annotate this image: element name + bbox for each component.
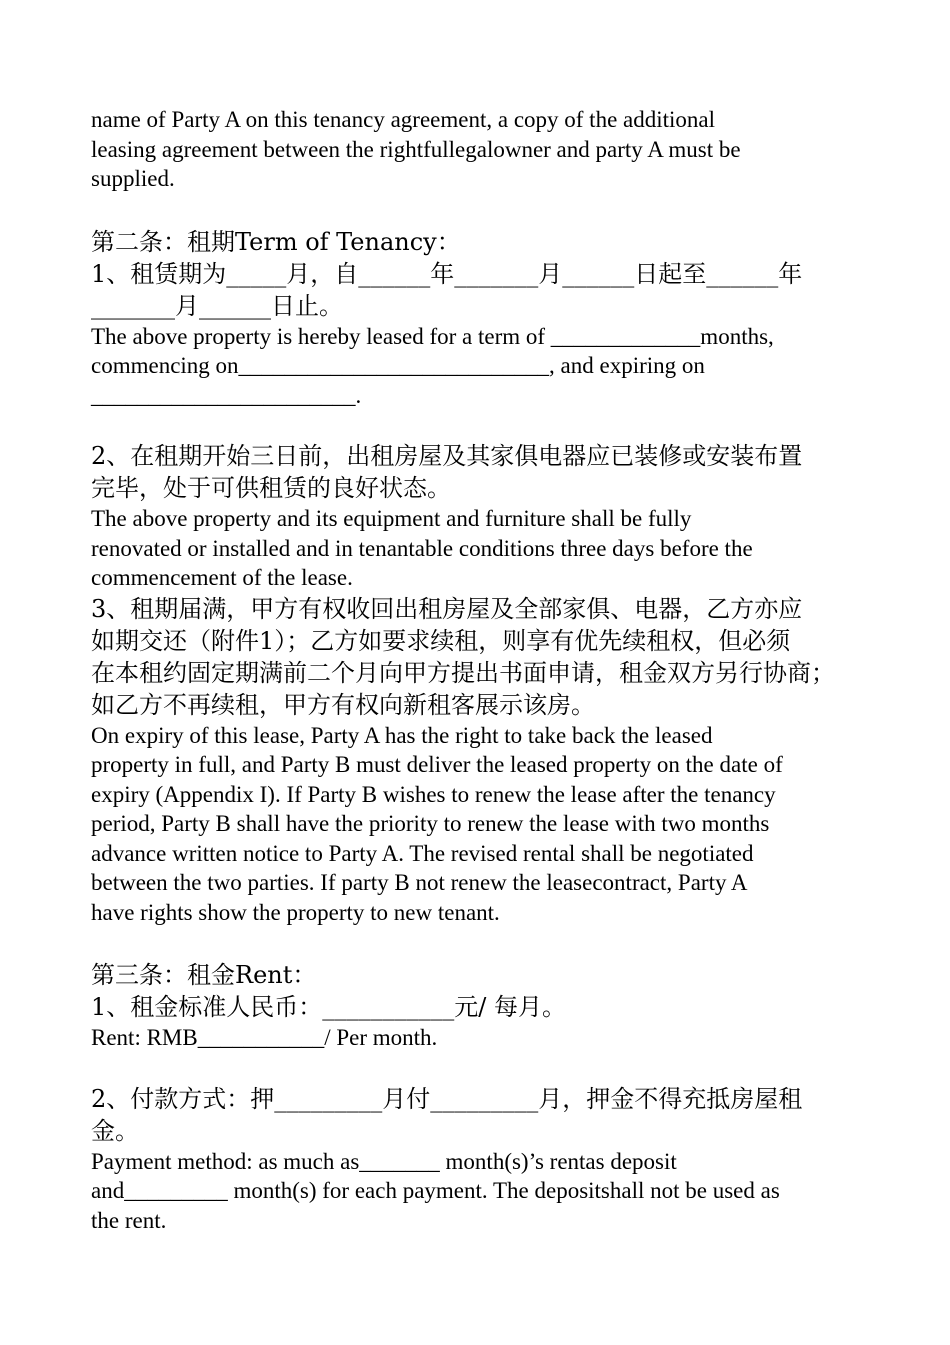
article-3-item-2-cn: 2、付款方式：押_________月付_________月，押金不得充抵房屋租	[91, 1084, 803, 1113]
article-2-item-2-en: commencement of the lease.	[91, 565, 353, 590]
article-2-item-1-cn: 1、租赁期为_____月，自______年_______月______日起至______年	[91, 259, 803, 288]
article-3-item-1-en: Rent: RMB___________/ Per month.	[91, 1025, 438, 1050]
article-2-item-3-en: have rights show the property to new tenant.	[91, 899, 500, 925]
spacer	[91, 194, 881, 226]
article-2-item-1-cn: _______月______日止。	[91, 291, 343, 320]
article-2-item-2-cn: 2、在租期开始三日前，出租房屋及其家俱电器应已装修或安装布置	[91, 442, 803, 470]
article-3-item-2-en: and_________ month(s) for each payment. The depositshall not be used as	[91, 1178, 780, 1203]
article-2-item-3-en: On expiry of this lease, Party A has the right to take back the leased	[91, 722, 713, 748]
intro-line: leasing agreement between the rightfullegalowner and party A must be	[91, 136, 741, 162]
article-2-item-3-en: property in full, and Party B must deliver the leased property on the date of	[91, 752, 783, 777]
spacer	[91, 1053, 881, 1083]
article-2-item-3-en: expiry (Appendix I). If Party B wishes to renew the lease after the tenancy	[91, 781, 776, 807]
intro-paragraph	[91, 105, 881, 194]
article-2-item-3-en: between the two parties. If party B not renew the leasecontract, Party A	[91, 870, 748, 895]
spacer	[91, 927, 881, 959]
article-2-item-2-cn: 完毕，处于可供租赁的良好状态。	[91, 474, 451, 502]
intro-line: supplied.	[91, 166, 175, 191]
article-3-item-2-en: Payment method: as much as_______ month(s)’s rentas deposit	[91, 1148, 677, 1174]
article-2-item-2-en: The above property and its equipment and furniture shall be fully	[91, 506, 692, 531]
intro-line: name of Party A on this tenancy agreement, a copy of the additional	[91, 107, 716, 132]
article-3-heading: 第三条：租金Rent：	[91, 961, 317, 989]
article-2-item-3-cn: 如期交还（附件1）；乙方如要求续租，则享有优先续租权，但必须	[91, 626, 791, 655]
article-2-item-3-en: period, Party B shall have the priority to renew the lease with two months	[91, 811, 770, 836]
article-2-heading: 第二条：租期Term of Tenancy：	[91, 227, 461, 256]
article-2-item-1-en: commencing on___________________________, and expiring on	[91, 353, 705, 378]
article-2-item-1-en: The above property is hereby leased for a term of _____________months,	[91, 323, 774, 349]
article-2-item-3-cn: 在本租约固定期满前二个月向甲方提出书面申请，租金双方另行协商；	[91, 658, 835, 687]
article-2-item-3-en: advance written notice to Party A. The revised rental shall be negotiated	[91, 840, 754, 866]
spacer	[91, 410, 881, 440]
article-3-item-2-cn: 金。	[91, 1116, 139, 1145]
document-page	[91, 105, 881, 1235]
article-3-item-1-cn: 1、租金标准人民币：___________元/ 每月。	[91, 993, 566, 1021]
article-2-item-3-cn: 3、租期届满，甲方有权收回出租房屋及全部家俱、电器，乙方亦应	[91, 594, 803, 623]
article-2-item-3-cn: 如乙方不再续租，甲方有权向新租客展示该房。	[91, 690, 595, 719]
article-3-section	[91, 959, 881, 1235]
article-2-item-2-en: renovated or installed and in tenantable conditions three days before the	[91, 535, 753, 561]
article-3-item-2-en: the rent.	[91, 1207, 167, 1233]
article-2-section	[91, 226, 881, 928]
article-2-item-1-en: _______________________.	[91, 382, 362, 408]
